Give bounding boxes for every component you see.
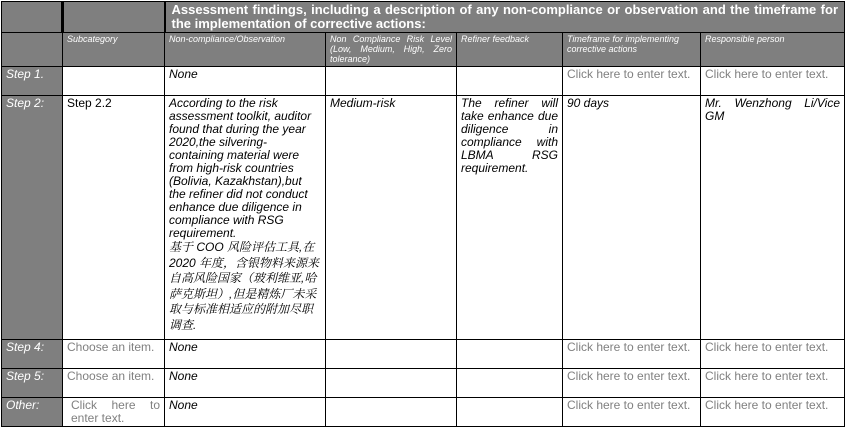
table-row <box>2 96 845 340</box>
risk-cell: Medium-risk <box>326 96 457 340</box>
subcategory-cell[interactable] <box>63 67 165 96</box>
subcategory-cell: Step 2.2 <box>63 96 165 340</box>
noncompliance-cell: None <box>165 369 326 398</box>
header-step <box>2 33 63 67</box>
header-row <box>2 33 845 67</box>
noncompliance-text-en: According to the risk assessment toolkit, auditor found that during the year 2020,the silvering-containing material were from high-risk countries (Bolivia, Kazakhstan),but the refiner did not conduct enhance due diligence in compliance with RSG requirement. <box>169 96 312 240</box>
header-risk-level: Non Compliance Risk Level (Low, Medium, High, Zero tolerance) <box>326 33 457 67</box>
title-spacer-cell-2 <box>63 2 165 33</box>
timeframe-field: 90 days <box>563 96 701 340</box>
table-row <box>2 340 845 369</box>
step-label: Step 4: <box>2 340 63 369</box>
noncompliance-cell: None <box>165 398 326 427</box>
feedback-cell: The refiner will take enhance due diligence in compliance with LBMA RSG requirement. <box>457 96 563 340</box>
header-responsible: Responsible person <box>701 33 845 67</box>
noncompliance-cell: None <box>165 67 326 96</box>
responsible-field: Mr. Wenzhong Li/Vice GM <box>701 96 845 340</box>
responsible-field[interactable]: Click here to enter text. <box>701 67 845 96</box>
noncompliance-text-cn: 基于 COO 风险评估工具,在 2020 年度，含银物料来源来自高风险国家（玻利维亚,哈萨克斯坦）,但是精炼厂未采取与标准相适应的附加尽职调查. <box>169 240 320 332</box>
step-label: Step 1. <box>2 67 63 96</box>
timeframe-field[interactable]: Click here to enter text. <box>563 67 701 96</box>
table-row <box>2 67 845 96</box>
subcategory-dropdown[interactable]: Choose an item. <box>63 369 165 398</box>
header-subcategory: Subcategory <box>63 33 165 67</box>
subcategory-dropdown[interactable]: Choose an item. <box>63 340 165 369</box>
feedback-cell <box>457 369 563 398</box>
responsible-field[interactable]: Click here to enter text. <box>701 398 845 427</box>
feedback-cell <box>457 398 563 427</box>
header-noncompliance: Non-compliance/Observation <box>165 33 326 67</box>
step-label: Step 5: <box>2 369 63 398</box>
title-row <box>2 2 845 33</box>
table-title: Assessment findings, including a description of any non-compliance or observation and the timeframe for the implementation of corrective actions: <box>165 2 845 33</box>
noncompliance-cell <box>165 96 326 340</box>
risk-cell <box>326 67 457 96</box>
feedback-cell <box>457 340 563 369</box>
step-label: Step 2: <box>2 96 63 340</box>
title-spacer-cell <box>2 2 63 33</box>
table-row <box>2 369 845 398</box>
table-row <box>2 398 845 427</box>
header-timeframe: Timeframe for implementing corrective actions <box>563 33 701 67</box>
subcategory-field[interactable]: Click here to enter text. <box>63 398 165 427</box>
feedback-cell <box>457 67 563 96</box>
timeframe-field[interactable]: Click here to enter text. <box>563 369 701 398</box>
risk-cell <box>326 369 457 398</box>
responsible-field[interactable]: Click here to enter text. <box>701 340 845 369</box>
header-refiner-feedback: Refiner feedback <box>457 33 563 67</box>
risk-cell <box>326 340 457 369</box>
step-label: Other: <box>2 398 63 427</box>
findings-table <box>1 1 845 427</box>
timeframe-field[interactable]: Click here to enter text. <box>563 340 701 369</box>
timeframe-field[interactable]: Click here to enter text. <box>563 398 701 427</box>
responsible-field[interactable]: Click here to enter text. <box>701 369 845 398</box>
risk-cell <box>326 398 457 427</box>
noncompliance-cell: None <box>165 340 326 369</box>
